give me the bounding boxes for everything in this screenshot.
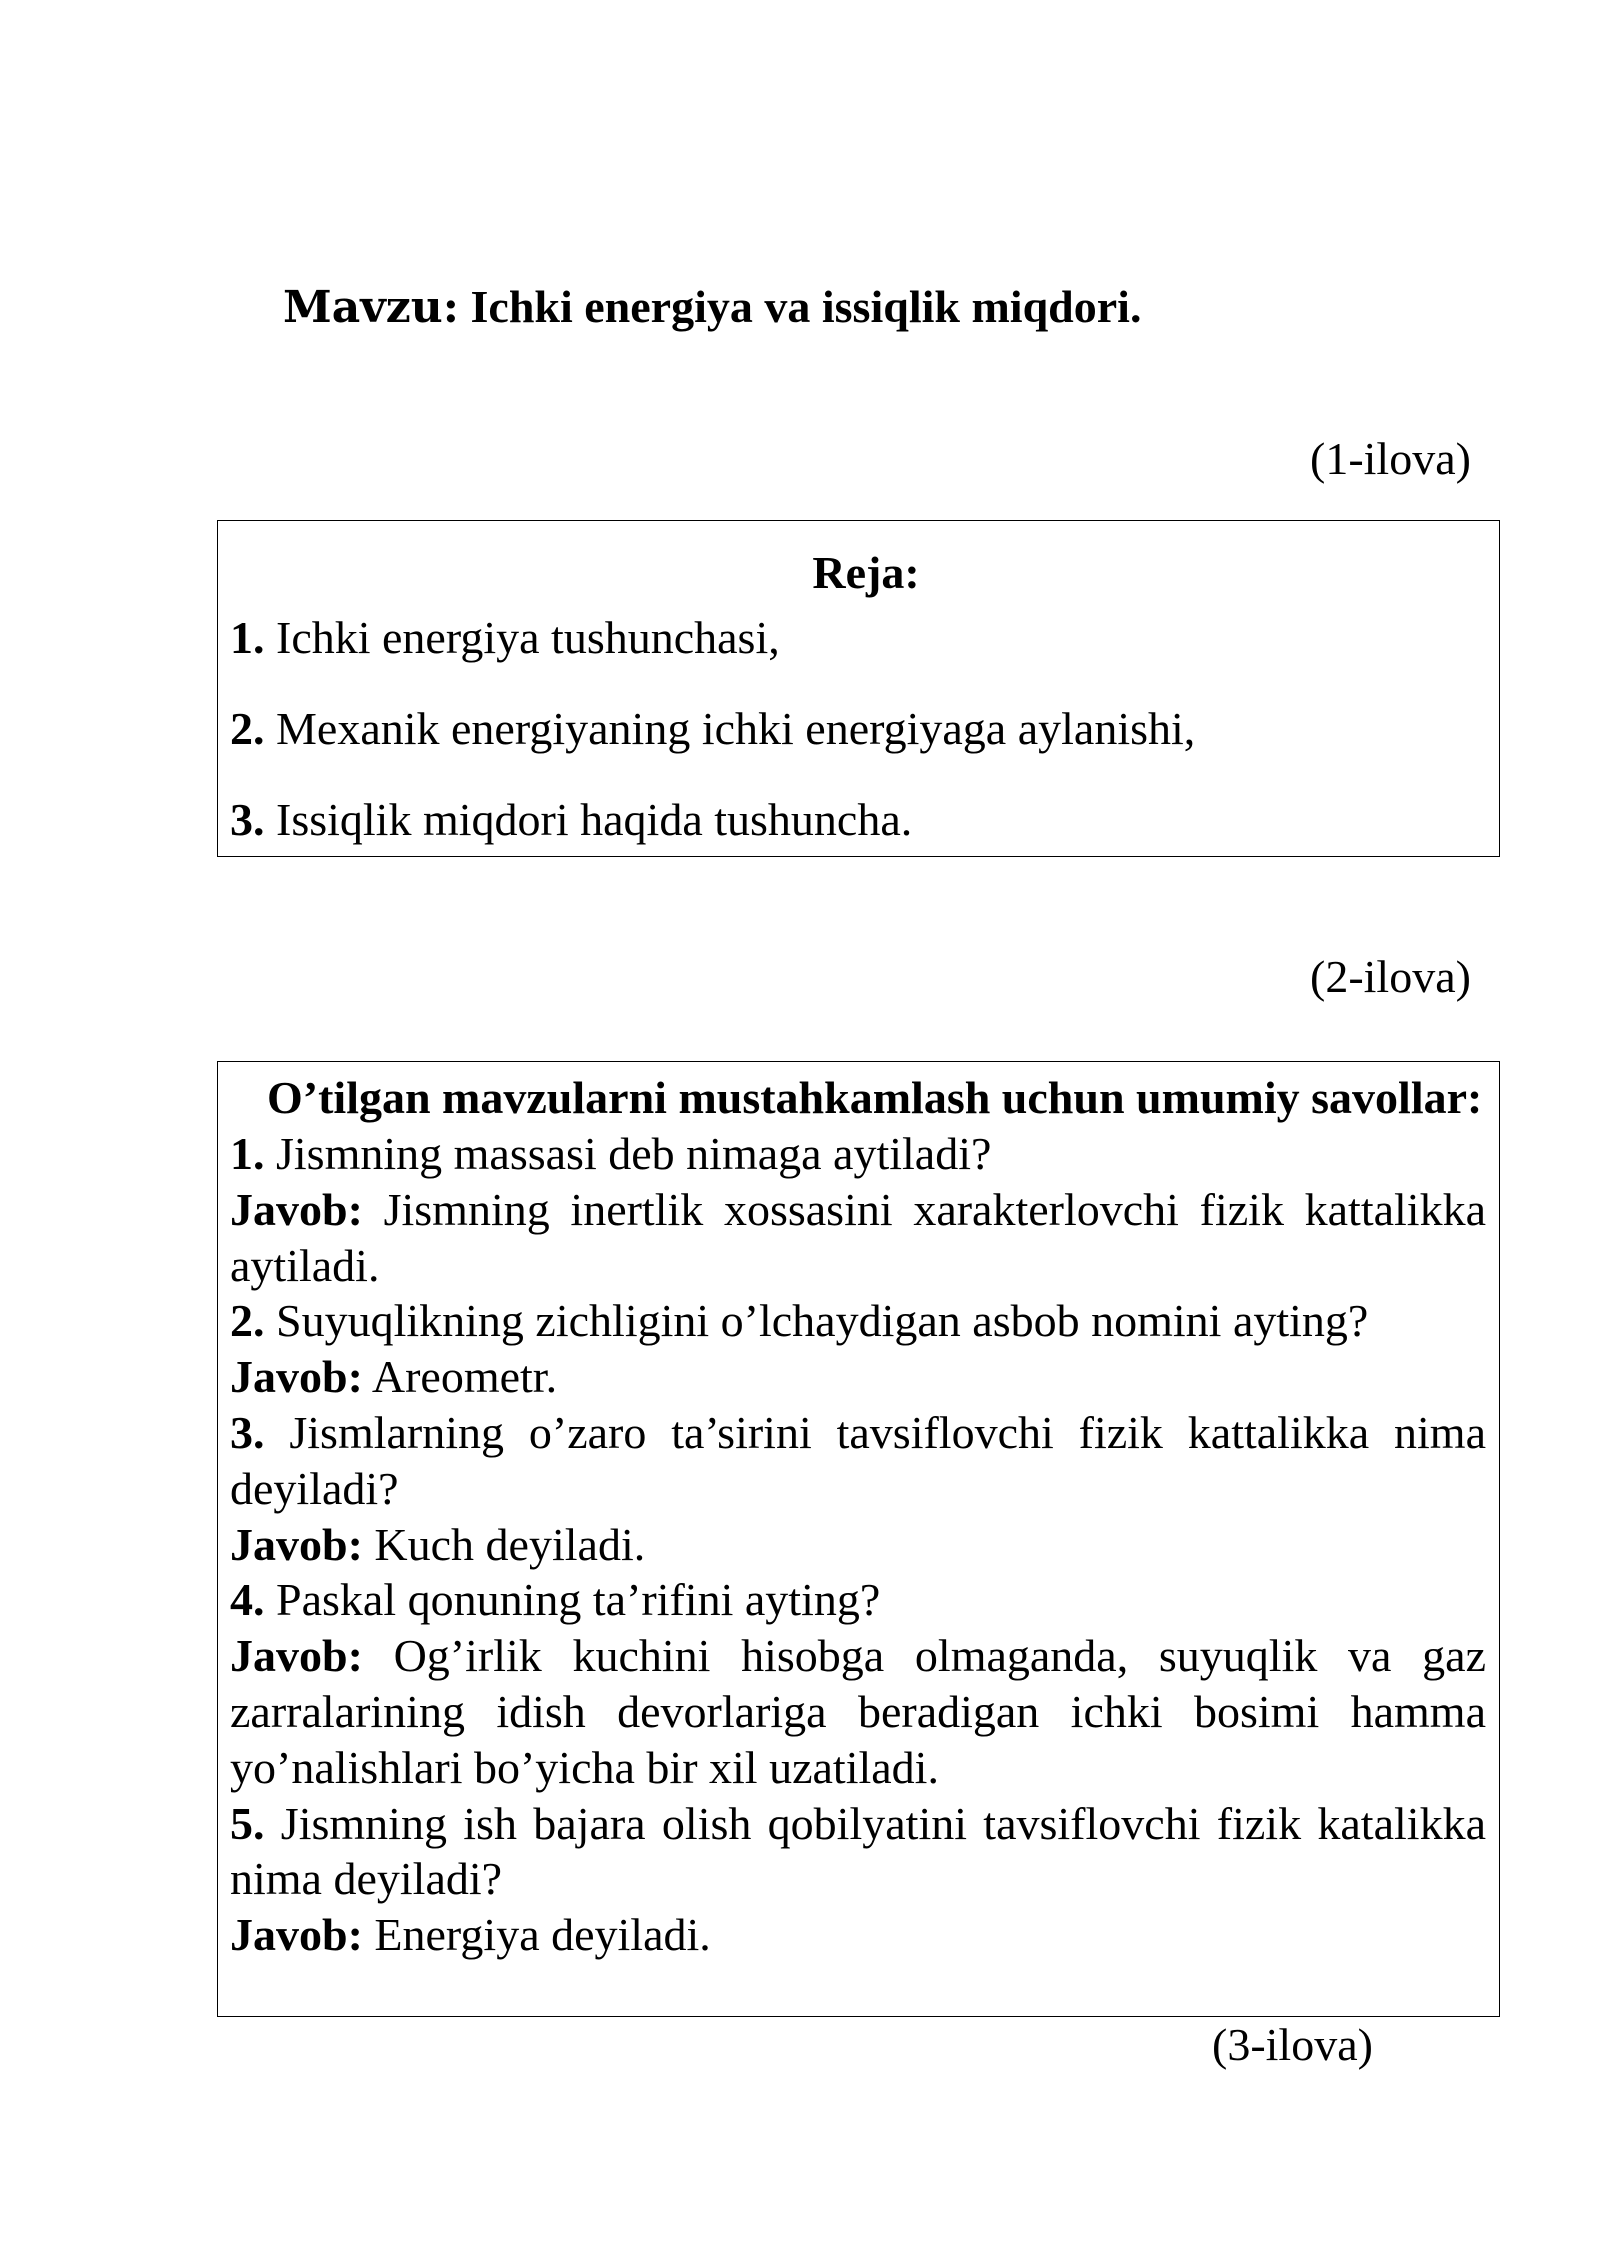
question-number: 1. bbox=[230, 1128, 265, 1179]
plan-heading: Reja: bbox=[812, 547, 920, 598]
answer bbox=[230, 1628, 1486, 1795]
plan-item-text: Ichki energiya tushunchasi, bbox=[264, 612, 780, 663]
answer bbox=[230, 1349, 1486, 1405]
answer-text: Kuch deyiladi. bbox=[362, 1518, 646, 1570]
question bbox=[230, 1796, 1486, 1908]
answer-label: Javob: bbox=[230, 1351, 363, 1403]
plan-item bbox=[230, 702, 1195, 755]
answer-text: Areometr. bbox=[362, 1351, 558, 1403]
question-text: Jismning massasi deb nimaga aytiladi? bbox=[264, 1128, 992, 1179]
plan-box bbox=[217, 520, 1500, 857]
plan-item-text: Issiqlik miqdori haqida tushuncha. bbox=[264, 794, 913, 845]
question-number: 5. bbox=[230, 1797, 265, 1849]
answer-label: Javob: bbox=[230, 1183, 363, 1235]
plan-item-number: 3. bbox=[230, 794, 265, 845]
title-text: Ichki energiya va issiqlik miqdori bbox=[470, 281, 1130, 332]
question bbox=[230, 1293, 1486, 1349]
appendix-label-1: (1-ilova) bbox=[1310, 433, 1471, 484]
question bbox=[230, 1126, 1486, 1182]
page-title bbox=[283, 280, 1141, 333]
plan-item bbox=[230, 793, 912, 846]
plan-item-number: 1. bbox=[230, 612, 265, 663]
question-text: Suyuqlikning zichligini o’lchaydigan asbob nomini ayting? bbox=[264, 1295, 1369, 1347]
title-period: . bbox=[1129, 281, 1142, 332]
question-text: Jismlarning o’zaro ta’sirini tavsiflovchi fizik kattalikka nima deyiladi? bbox=[230, 1406, 1486, 1514]
plan-item-text: Mexanik energiyaning ichki energiyaga aylanishi, bbox=[264, 703, 1196, 754]
appendix-label-3: (3-ilova) bbox=[1212, 2019, 1373, 2070]
plan-item bbox=[230, 611, 780, 664]
answer-text: Jismning inertlik xossasini xarakterlovchi fizik kattalikka aytiladi. bbox=[230, 1183, 1486, 1291]
appendix-label-2: (2-ilova) bbox=[1310, 951, 1471, 1002]
answer bbox=[230, 1182, 1486, 1294]
answer-text: Og’irlik kuchini hisobga olmaganda, suyuqlik va gaz zarralarining idish devorlariga beradigan ichki bosimi hamma yo’nalishlari bo’yicha bir xil uzatiladi. bbox=[230, 1630, 1486, 1793]
answer bbox=[230, 1517, 1486, 1573]
answer-label: Javob: bbox=[230, 1630, 363, 1682]
question-text: Jismning ish bajara olish qobilyatini tavsiflovchi fizik katalikka nima deyiladi? bbox=[230, 1797, 1486, 1905]
questions-box bbox=[217, 1061, 1500, 2017]
title-label: Mavzu: bbox=[283, 282, 459, 333]
question-number: 2. bbox=[230, 1295, 265, 1347]
question bbox=[230, 1405, 1486, 1517]
question-text: Paskal qonuning ta’rifini ayting? bbox=[264, 1574, 881, 1626]
questions-heading: O’tilgan mavzularni mustahkamlash uchun umumiy savollar: bbox=[267, 1072, 1483, 1123]
question-number: 4. bbox=[230, 1574, 265, 1626]
question bbox=[230, 1572, 1486, 1628]
plan-item-number: 2. bbox=[230, 703, 265, 754]
question-number: 3. bbox=[230, 1406, 265, 1458]
answer-label: Javob: bbox=[230, 1518, 363, 1570]
answer bbox=[230, 1907, 1486, 1963]
answer-text: Energiya deyiladi. bbox=[362, 1909, 711, 1961]
answer-label: Javob: bbox=[230, 1909, 363, 1961]
